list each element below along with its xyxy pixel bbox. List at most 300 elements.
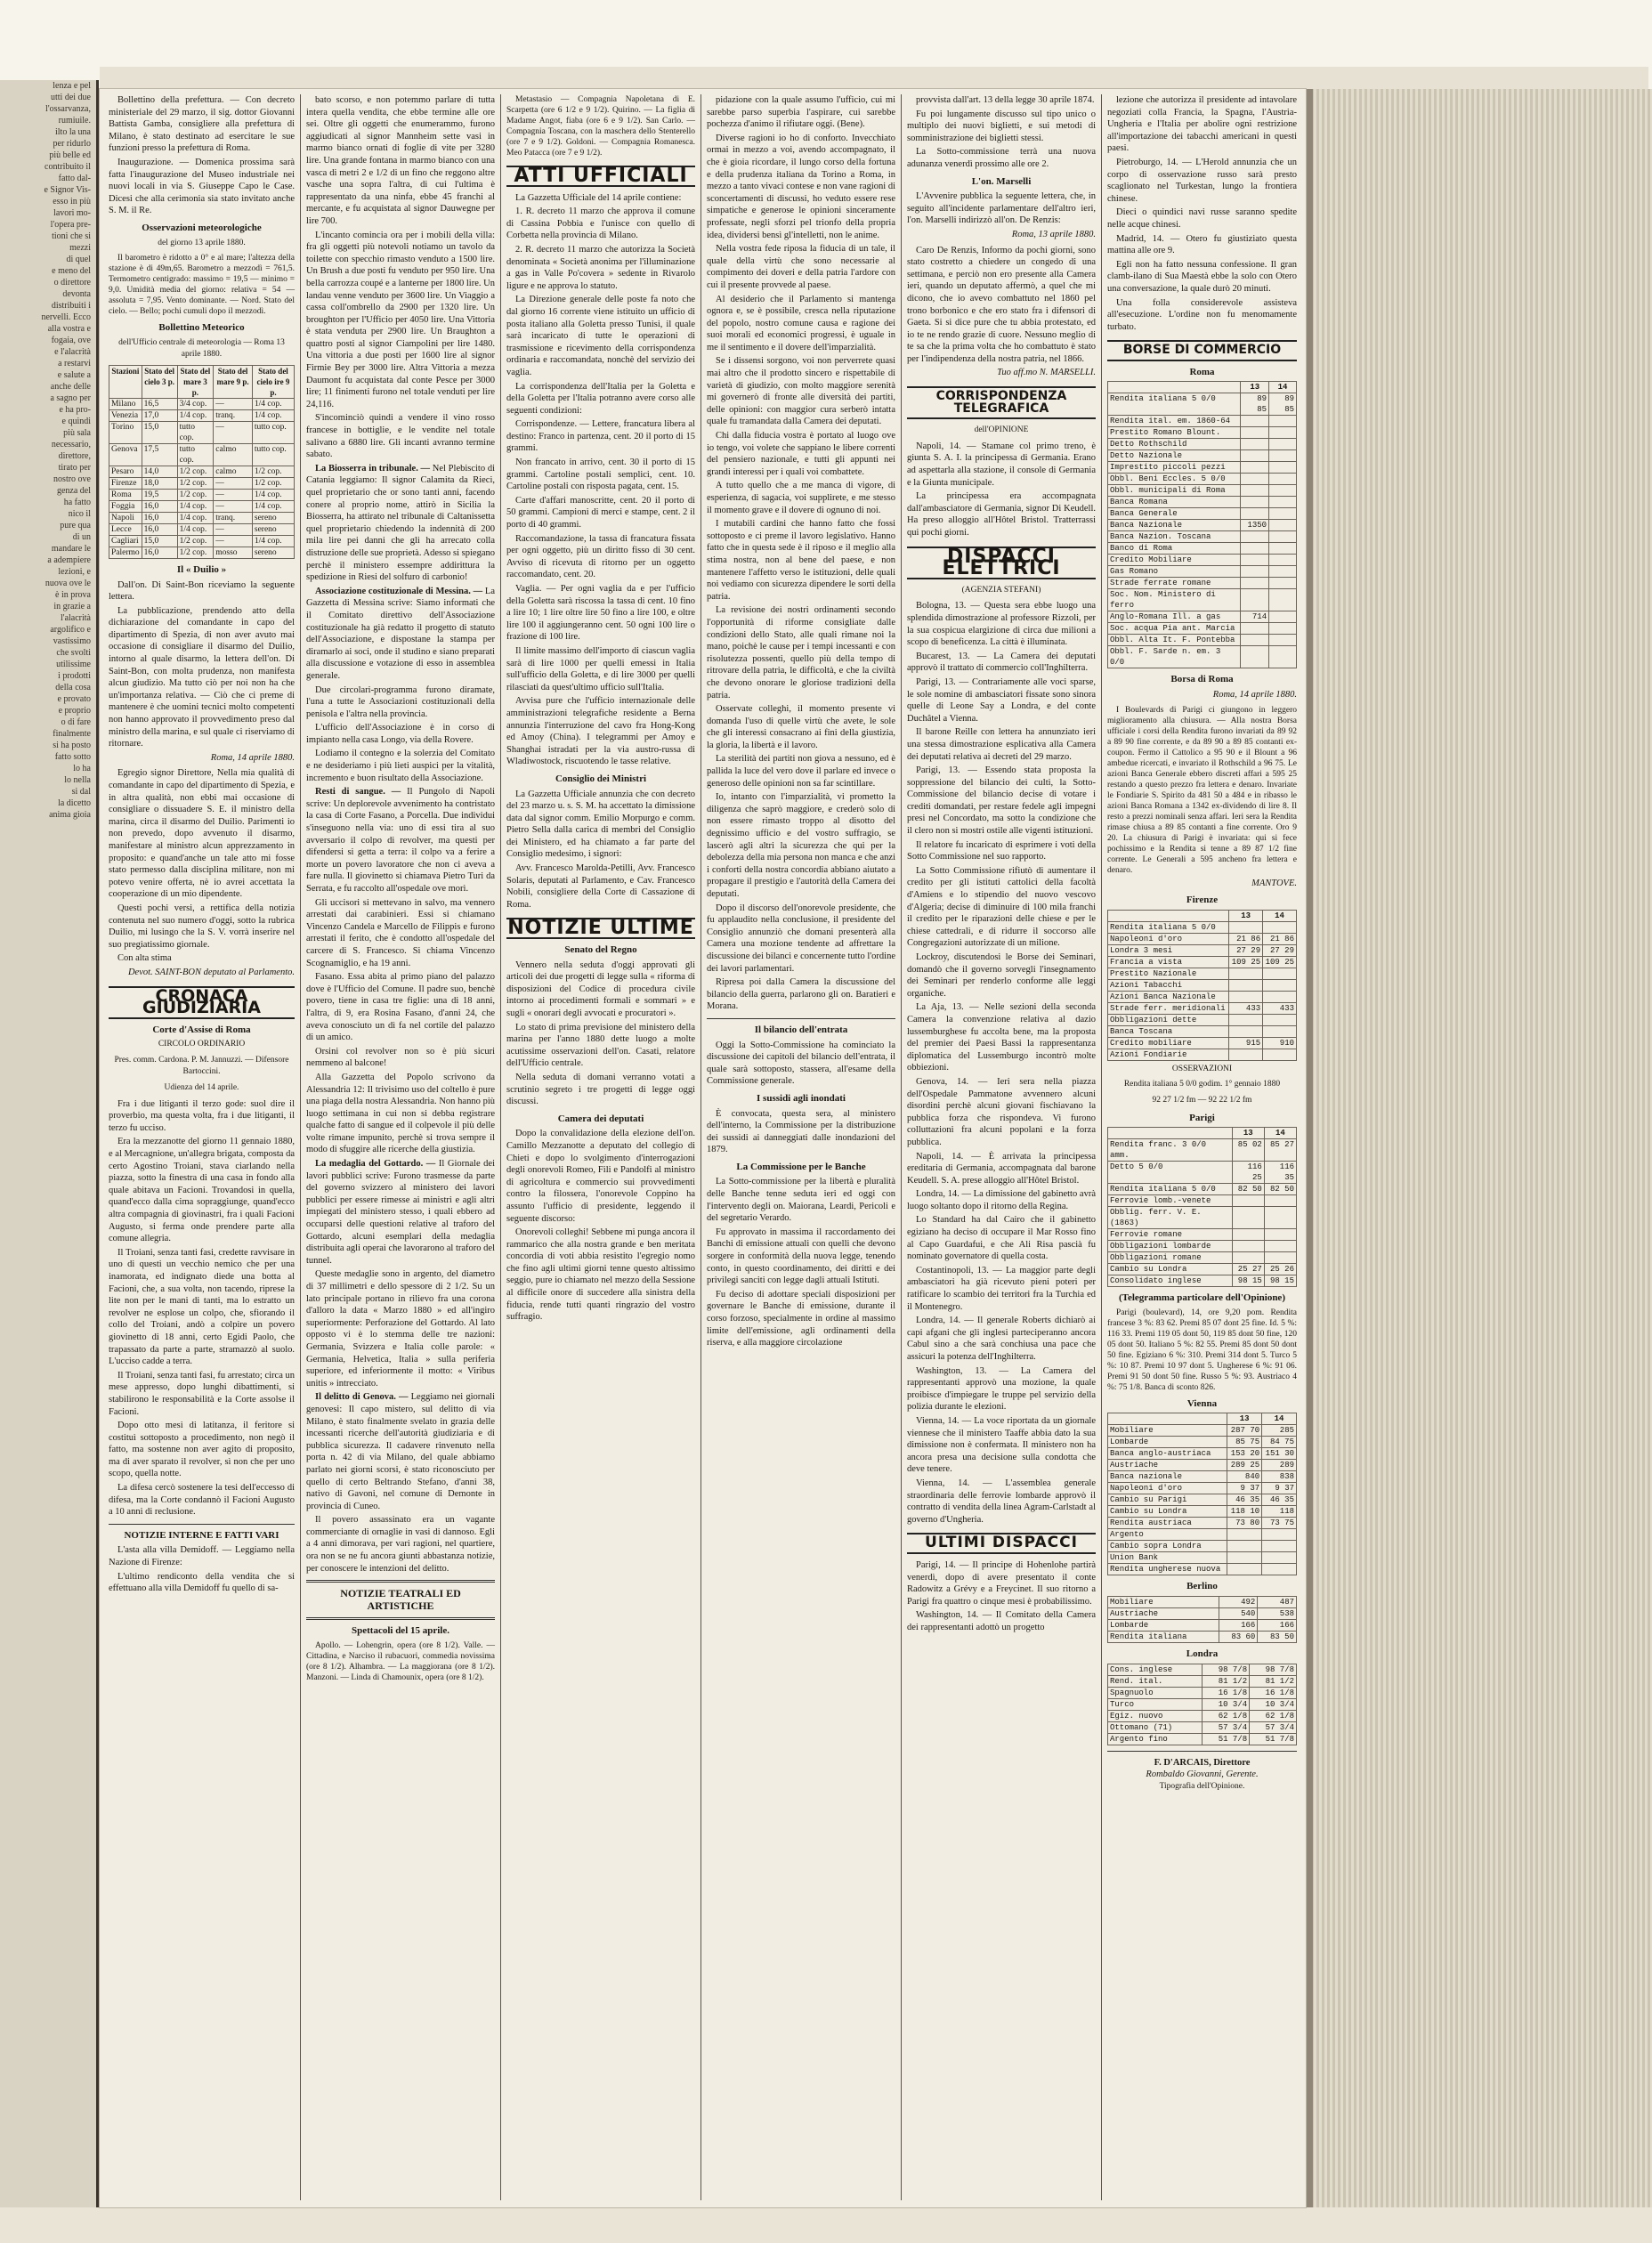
- gottardo-text: Il Giornale dei lavori pubblici scrive: Furono trasmesse da parte del governo svizzero al ministero dei lavori pubblici per essere rimesse ai ministri e agli altri impiegati del ministero stesso, i quali ebbero ad occuparsi delle questioni relative al traforo del Gottardo, alcuni esemplari della medaglia distribuita agli operai che lavorarono al traforo del tunnel.: [306, 1159, 496, 1266]
- parigi-table-row: [1108, 1195, 1297, 1207]
- corte-p5: Dopo otto mesi di latitanza, il feritore si costituì sottoposto a procedimento, non negò il fatto, ma sostenne non aver agito di proposito, ma di aver sparato il revolver, sì non che per uno scopo, quella notte.: [109, 1421, 295, 1479]
- londra-table-cell: Spagnuolo: [1108, 1687, 1203, 1698]
- disp-p1: Bologna, 13. — Questa sera ebbe luogo una splendida dimostrazione al professore Rizzoli, per la sua cospicua elargizione di circa due milioni a scopo di beneficenza. La città è illuminata.: [907, 601, 1096, 648]
- disp-p13: Lo Standard ha dal Cairo che il gabinetto egiziano ha deciso di occupare il Mar Rosso fino al Capo Guardafui, e che Ali Risa pascià fu nominato governatore di quella costa.: [907, 1215, 1096, 1262]
- berlino-table-cell: Rendita italiana: [1108, 1632, 1219, 1643]
- firenze-table-row: [1108, 991, 1297, 1002]
- weather-table-cell: 16,0: [142, 500, 177, 512]
- disp-p12: Londra, 14. — La dimissione del gabinetto avrà luogo soltanto dopo il ritorno della Regina.: [907, 1189, 1096, 1211]
- firenze-table-cell: [1229, 968, 1263, 979]
- left-page-fragment: e salute a: [57, 370, 91, 380]
- firenze-table-row: [1108, 956, 1297, 968]
- col6-p6: Una folla considerevole assisteva all'esecuzione. L'ordine non fu menomamente turbato.: [1107, 297, 1297, 332]
- roma-table-cell: [1241, 531, 1269, 543]
- left-page-fragment: l'alacrità: [61, 613, 91, 623]
- bollettino-subheading: dell'Ufficio centrale di meteorologia — Roma 13 aprile 1880.: [118, 337, 285, 360]
- londra-table-cell: 98 7/8: [1250, 1664, 1297, 1675]
- weather-table-cell: Genova: [109, 443, 142, 466]
- marselli-signature: Tuo aff.mo N. MARSELLI.: [997, 368, 1096, 378]
- disp-p17: Vienna, 14. — La voce riportata da un giornale viennese che il ministero Taaffe abbia dato la sua dimissione non è confermata. Il ministero non ha ancora presa una decisione sulla condotta che deve tenere.: [907, 1415, 1096, 1475]
- vienna-table-cell: 840: [1227, 1471, 1262, 1483]
- weather-table: [109, 365, 295, 559]
- newspaper-page: [100, 89, 1306, 2207]
- duilio-signature: Devot. SAINT-BON deputato al Parlamento.: [127, 967, 295, 977]
- parigi-table-cell: [1264, 1207, 1296, 1229]
- left-page-fragment: utilissime: [56, 660, 91, 669]
- vienna-table-cell: [1262, 1541, 1297, 1552]
- osservazioni-heading: OSSERVAZIONI: [1171, 1064, 1233, 1073]
- notizie-interne-heading: NOTIZIE INTERNE E FATTI VARI: [124, 1529, 279, 1541]
- roma-table-cell: [1241, 589, 1269, 611]
- roma-table-row: [1108, 555, 1297, 566]
- roma-table-cell: [1241, 416, 1269, 427]
- vienna-table-row: [1108, 1506, 1297, 1518]
- weather-table-cell: calmo: [214, 466, 253, 477]
- roma-table-row: [1108, 531, 1297, 543]
- londra-table-cell: Argento fino: [1108, 1733, 1203, 1745]
- vienna-table-row: [1108, 1448, 1297, 1460]
- vienna-table-cell: 46 35: [1227, 1494, 1262, 1506]
- vienna-table-row: [1108, 1425, 1297, 1437]
- top-margin: [0, 0, 1652, 89]
- weather-table-row: [109, 421, 295, 443]
- londra-table-row: [1108, 1721, 1297, 1733]
- left-page-fragment: l'ossarvanza,: [45, 104, 91, 114]
- vienna-table-cell: Cambio su Londra: [1108, 1506, 1227, 1518]
- left-page-fragment: anche delle: [50, 382, 91, 392]
- weather-table-cell: sereno: [252, 523, 294, 535]
- column-4: [701, 94, 902, 2200]
- weather-table-cell: 1/2 cop.: [252, 477, 294, 489]
- left-page-fragment: utti dei due: [51, 93, 91, 102]
- roma-table-cell: [1269, 646, 1297, 668]
- vienna-table-cell: [1227, 1541, 1262, 1552]
- disp-p3: Parigi, 13. — Contrariamente alle voci sparse, le sole nomine di ambasciatori fissate sono sinora quelle di Leone Say a Londra, e del conte Duchâtel a Vienna.: [907, 676, 1096, 724]
- messina-heading: Associazione costituzionale di Messina. —: [315, 586, 483, 596]
- atti-p6: Corrispondenze. — Lettere, francatura libera al destino: Franco in partenza, cent. 20 il porto di 15 grammi.: [506, 419, 695, 454]
- vienna-table-cell: 285: [1262, 1425, 1297, 1437]
- roma-table-header-cell: [1108, 382, 1241, 393]
- left-page-fragment: esso in più: [53, 197, 91, 206]
- weather-table-cell: tutto cop.: [177, 421, 214, 443]
- gerente-line: Rombaldo Giovanni, Gerente.: [1146, 1769, 1259, 1780]
- weather-table-cell: 1/2 cop.: [177, 535, 214, 547]
- firenze-table-cell: [1263, 921, 1297, 933]
- corte-heading: Corte d'Assise di Roma: [152, 1024, 251, 1035]
- marselli-heading: L'on. Marselli: [971, 175, 1032, 187]
- weather-table-row: [109, 512, 295, 523]
- weather-table-cell: tutto cop.: [252, 443, 294, 466]
- col4-p5: Se i dissensi sorgono, voi non perverrete quasi mai altro che il prodotto sincero e rispettabile di varietà di giudizio, con molto maggiore serenità mi governerò di fronte alle diversità dei partiti, delle opinioni: con maggior cura serberò intatta quale fu tramandata dalla Camera dei deputati.: [707, 356, 895, 427]
- roma-table-row: [1108, 520, 1297, 531]
- parigi-table-cell: Ferrovie romane: [1108, 1229, 1233, 1241]
- weather-table-cell: 18,0: [142, 477, 177, 489]
- notizie-p1: L'asta alla villa Demidoff. — Leggiamo nella Nazione di Firenze:: [109, 1545, 295, 1568]
- weather-table-cell: 16,0: [142, 523, 177, 535]
- teatri-heading: NOTIZIE TEATRALI ED ARTISTICHE: [340, 1587, 461, 1612]
- roma-table-cell: [1269, 623, 1297, 635]
- vienna-table-cell: 289 25: [1227, 1460, 1262, 1471]
- roma-table-row: [1108, 485, 1297, 497]
- roma-table-cell: [1269, 439, 1297, 450]
- col6-p3: Dieci o quindici navi russe saranno spedite nelle acque chinesi.: [1107, 207, 1297, 230]
- corte-presidente: Pres. comm. Cardona. P. M. Jannuzzi. — Difensore Bartoccini.: [114, 1055, 289, 1077]
- firenze-table-cell: 109 25: [1229, 956, 1263, 968]
- dispacci-heading: DISPACCI ELETTRICI: [907, 547, 1096, 579]
- left-page-fragment: e provato: [57, 694, 91, 704]
- weather-table-cell: Foggia: [109, 500, 142, 512]
- marselli-date: Roma, 13 aprile 1880.: [1011, 229, 1096, 239]
- weather-table-cell: 1/2 cop.: [177, 489, 214, 500]
- roma-table-row: [1108, 589, 1297, 611]
- left-page-fragment: in grazie a: [53, 602, 91, 611]
- vienna-table-row: [1108, 1471, 1297, 1483]
- londra-table-row: [1108, 1664, 1297, 1675]
- atti-p12: Avvisa pure che l'ufficio internazionale delle amministrazioni telegrafiche residente a Berna annunzia l'interruzione del cavo fra Hong-Kong ed Amoy (China). I telegrammi per Amoy e Shanghai istradati per la via austro-russa di Wladiwostock, riscuotendo le tasse relative.: [506, 696, 695, 767]
- berlino-table-row: [1108, 1597, 1297, 1608]
- roma-table-row: [1108, 439, 1297, 450]
- col6-p4: Madrid, 14. — Otero fu giustiziato questa mattina alle ore 9.: [1107, 233, 1297, 256]
- col4-p6: Chi dalla fiducia vostra è portato al luogo ove io tengo, voi volete che sappiano le libere correnti del pensiero nazionale, e tutti gli appunti nei grandi interessi per i quali voi combattete.: [707, 431, 895, 477]
- left-page-fragment: la dicetto: [58, 798, 91, 808]
- sussidi-heading: I sussidi agli inondati: [757, 1092, 846, 1104]
- column-5: [902, 94, 1102, 2200]
- firenze-table-cell: Azioni Banca Nazionale: [1108, 991, 1229, 1002]
- weather-table-cell: Roma: [109, 489, 142, 500]
- col5-p3: La Sotto-commissione terrà una nuova adunanza venerdì prossimo alle ore 2.: [907, 147, 1096, 169]
- weather-table-cell: —: [214, 500, 253, 512]
- roma-table-cell: Prestito Romano Blount.: [1108, 427, 1241, 439]
- firenze-table-cell: 433: [1229, 1002, 1263, 1014]
- firenze-table-cell: 910: [1263, 1037, 1297, 1049]
- parigi-table-cell: [1232, 1195, 1264, 1207]
- roma-table-cell: [1269, 462, 1297, 474]
- weather-table-row: [109, 535, 295, 547]
- weather-table-cell: tutto cop.: [177, 443, 214, 466]
- firenze-table-row: [1108, 1014, 1297, 1025]
- parigi-table-cell: Rendita italiana 5 0/0: [1108, 1184, 1233, 1195]
- vienna-table-cell: [1262, 1552, 1297, 1564]
- left-page-fragment: lo nella: [64, 775, 91, 785]
- left-page-fragment: a adempiere: [47, 555, 91, 565]
- parigi-table-cell: Obblig. ferr. V. E. (1863): [1108, 1207, 1233, 1229]
- londra-table-row: [1108, 1733, 1297, 1745]
- left-page-fragment: alla vostra e: [47, 324, 91, 334]
- parigi-table: [1107, 1127, 1297, 1287]
- left-page-fragment: genza del: [56, 486, 91, 496]
- disp-p2: Bucarest, 13. — La Camera dei deputati approvò il trattato di commercio coll'Inghilterra.: [907, 651, 1096, 674]
- vienna-table-cell: Napoleoni d'oro: [1108, 1483, 1227, 1494]
- firenze-table-cell: 27 29: [1229, 944, 1263, 956]
- parigi-table-cell: [1264, 1241, 1296, 1252]
- disp-p10: Genova, 14. — Ieri sera nella piazza dell'Ospedale Pammatone avvennero alcuni disordini perchè alcuni giovani fischiavano la pubblica forza che rispondeva. Vi furono colluttazioni fra alcuni popolani e la forza pubblica.: [907, 1076, 1096, 1147]
- col6-p1: lezione che autorizza il presidente ad intavolare negoziati colla Francia, la Spagna, l'Austria-Ungheria e l'Italia per abolire ogni restrizione all'importazione dei tabacchi americani in questi paesi.: [1107, 95, 1297, 154]
- roma-table-cell: 89 85: [1241, 393, 1269, 416]
- vienna-table-cell: [1227, 1552, 1262, 1564]
- roma-table-cell: Banca Romana: [1108, 497, 1241, 508]
- weather-table-row: [109, 489, 295, 500]
- left-page-fragment: si dal: [71, 787, 91, 797]
- weather-table-cell: 1/4 cop.: [252, 409, 294, 421]
- berlino-table-cell: 83 50: [1258, 1632, 1297, 1643]
- column-1: [103, 94, 301, 2200]
- firenze-table-cell: [1229, 1014, 1263, 1025]
- londra-table-cell: 51 7/8: [1203, 1733, 1250, 1745]
- firenze-table-cell: Azioni Tabacchi: [1108, 979, 1229, 991]
- weather-table-row: [109, 398, 295, 409]
- vienna-table-row: [1108, 1529, 1297, 1541]
- roma-table-cell: [1241, 508, 1269, 520]
- senato-p1: Vennero nella seduta d'oggi approvati gli articoli dei due progetti di legge sulla « riforma di disposizioni del Codice di procedura civile intorno ai procedimenti formali e sommari » e sugli « onorari degli avvocati e procuratori ».: [506, 960, 695, 1018]
- parigi-table-cell: 85 02: [1232, 1139, 1264, 1162]
- parigi-heading: Parigi: [1189, 1112, 1215, 1123]
- roma-table-row: [1108, 611, 1297, 623]
- firenze-heading: Firenze: [1186, 895, 1219, 906]
- roma-table-cell: [1269, 578, 1297, 589]
- atti-p7: Non francato in arrivo, cent. 30 il porto di 15 grammi. Cartoline postali semplici, cent. 10. Cartoline postali con risposta pagata, cent. 15.: [506, 458, 695, 492]
- left-page-fragment: nostro ove: [53, 474, 91, 484]
- parigi-table-row: [1108, 1162, 1297, 1184]
- genova-heading: Il delitto di Genova. —: [315, 1392, 409, 1403]
- roma-table-cell: Detto Rothschild: [1108, 439, 1241, 450]
- parigi-table-cell: 116 25: [1232, 1162, 1264, 1184]
- weather-table-cell: Milano: [109, 398, 142, 409]
- atti-p9: Raccomandazione, la tassa di francatura fissata per ogni oggetto, più un diritto fisso di 30 cent. Avviso di ricevuta di ritorno per un oggetto raccomandato, cent. 20.: [506, 533, 695, 580]
- firenze-table-cell: [1229, 921, 1263, 933]
- vienna-table-cell: Banca anglo-austriaca: [1108, 1448, 1227, 1460]
- left-page-fragment: necessario,: [51, 440, 91, 449]
- roma-table-cell: Rendita italiana 5 0/0: [1108, 393, 1241, 416]
- firenze-table-header-cell: 13: [1229, 910, 1263, 921]
- corte-p1: Fra i due litiganti il terzo gode: suol dire il proverbio, ma questa volta, fra i due litiganti, il terzo fu ucciso.: [109, 1098, 295, 1133]
- weather-table-cell: calmo: [214, 443, 253, 466]
- firenze-table-cell: [1229, 1025, 1263, 1037]
- col4-p1: pidazione con la quale assumo l'ufficio, cui mi sarebbe parso superbia l'aspirare, cui sarebbe pochezza d'animo il rifiutare oggi. (Bene).: [707, 95, 895, 130]
- roma-table-cell: [1269, 427, 1297, 439]
- berlino-table-cell: 492: [1219, 1597, 1258, 1608]
- parigi-table-cell: [1232, 1229, 1264, 1241]
- berlino-table-row: [1108, 1620, 1297, 1632]
- vienna-table-row: [1108, 1518, 1297, 1529]
- weather-table-cell: Palermo: [109, 547, 142, 558]
- atti-p10: Vaglia. — Per ogni vaglia da e per l'ufficio della Goletta sarà riscossa la tassa di cent. 10 fino a lire 10; 1 lire oltre lire 50 fino a lire 100, e oltre lire 100 il aggiungeranno cent. 50 ogni 100 lire o frazione di 100 lire.: [506, 584, 695, 643]
- firenze-table-cell: 21 86: [1229, 933, 1263, 944]
- berlino-table-cell: 166: [1258, 1620, 1297, 1632]
- vienna-table-cell: [1262, 1529, 1297, 1541]
- weather-table-row: [109, 547, 295, 558]
- vienna-table: [1107, 1413, 1297, 1575]
- parigi-table-header-cell: 14: [1264, 1128, 1296, 1139]
- roma-table-cell: [1269, 520, 1297, 531]
- left-page-fragment: a sagno per: [50, 393, 91, 403]
- vienna-table-row: [1108, 1552, 1297, 1564]
- disp-p5: Parigi, 13. — Essendo stata proposta la soppressione del bilancio dei culti, la Sotto-Commissione del bilancio decise di votare i crediti domandati, per restare fedele agli impegni presi nel Concordato, ma sotto la condizione che il clero non si mostri ostile alle vigenti istituzioni.: [907, 765, 1096, 837]
- vienna-table-cell: Rendita austriaca: [1108, 1518, 1227, 1529]
- col4-p7: A tutto quello che a me manca di vigore, di esperienza, di sagacia, voi supplirete, e me stesso il momento grave e il dovere di ognuno di noi.: [707, 481, 895, 515]
- parigi-table-cell: 98 15: [1232, 1275, 1264, 1287]
- londra-table-cell: Cons. inglese: [1108, 1664, 1203, 1675]
- weather-table-cell: 15,0: [142, 421, 177, 443]
- vienna-table-cell: 287 70: [1227, 1425, 1262, 1437]
- parigi-table-cell: [1264, 1229, 1296, 1241]
- left-page-fragment: finalmente: [53, 729, 91, 739]
- weather-table-cell: mosso: [214, 547, 253, 558]
- parigi-table-cell: [1232, 1207, 1264, 1229]
- roma-table-cell: [1241, 474, 1269, 485]
- roma-table-cell: [1269, 485, 1297, 497]
- marselli-p2: Caro De Renzis, Informo da pochi giorni, sono stato costretto a chiedere un congedo di una settimana, e perciò non ero presente alla Camera ieri, quando un deputato affermò, a quel che mi dicono, che io avevo combattuto nel 1860 pel trono borbonico e che ero stato fra i difensori di Gaeta. Si si dice pure che tu abbia protestato, ed io te ne rendo grazie di cuore. Nessuno meglio di te sa che la prima volta che ho combattuto è stato per l'indipendenza della nostra patria, nel 1866.: [907, 245, 1096, 364]
- borsa-roma-report: I Boulevards di Parigi ci giungono in leggero miglioramento alla chiusura. — Alla nostra Borsa ufficiale i corsi della Rendita furono invariati da 89 92 a 89 90 fine corrente, e da 89 90 a 89 85 contanti ex-coupon. Fermo il Cattolico a 95 90 e il Blount a 96 ambedue ricercati, e invariato il Rothschild a 96 75. Le azioni Banca Generale ebbero discreti affari a 595 25 restando a questo prezzo fra lettera e denaro. Invariate le Fondiarie S. Spirito da 481 50 a 484 e in ribasso le azioni Banca Romana a 1342 ex-dividendo di lire 8. Il resto a prezzi nominali senza affari. Ieri sera la Rendita rimase chiusa a 89 85 contanti a fine corrente. Oro 9 20. La chiusura di Parigi è invariata: qui si fece pochissimo e la Rendita si tenne a 89 87 1/2 fine corrente. Le Generali a 595 ancheno fra lettera e denaro.: [1107, 705, 1297, 875]
- column-6: [1102, 94, 1302, 2200]
- roma-table-row: [1108, 635, 1297, 646]
- roma-table-cell: [1269, 497, 1297, 508]
- vienna-table-cell: 73 75: [1262, 1518, 1297, 1529]
- firenze-table-cell: Prestito Nazionale: [1108, 968, 1229, 979]
- roma-table-cell: [1241, 646, 1269, 668]
- firenze-table-cell: Banca Toscana: [1108, 1025, 1229, 1037]
- disp-p15: Londra, 14. — Il generale Roberts dichiarò ai capi afgani che gli inglesi parteciperanno ancora Cabul sino a che sarà conchiusa una pace che assicuri la potenza dell'Inghilterra.: [907, 1316, 1096, 1362]
- banche-heading: La Commissione per le Banche: [736, 1161, 866, 1172]
- left-page-fragment: argolifico e: [50, 625, 91, 635]
- weather-table-cell: 1/2 cop.: [177, 477, 214, 489]
- weather-table-cell: 1/4 cop.: [252, 489, 294, 500]
- left-page-fragment: e l'alacrità: [54, 347, 91, 357]
- berlino-table-cell: Lombarde: [1108, 1620, 1219, 1632]
- londra-table-cell: 57 3/4: [1203, 1721, 1250, 1733]
- atti-p5: La corrispondenza dell'Italia per la Goletta e della Goletta per l'Italia potranno avere corso alle seguenti condizioni:: [506, 381, 695, 416]
- left-page-fragment: l'opera pre-: [50, 220, 91, 230]
- firenze-table-cell: 915: [1229, 1037, 1263, 1049]
- left-page-fragment: o di fare: [61, 717, 91, 727]
- weather-table-cell: —: [214, 477, 253, 489]
- left-page-fragment: fogaia, ove: [51, 336, 91, 345]
- duilio-comment: La pubblicazione, prendendo atto della dichiarazione del comandante in capo del dipartimento di Spezia, di non aver avuto mai occasione di consigliare il disarmo del Duilio, intorno al quale disarmo, la lettera dell'on. Di Saint-Bon, con molta prudenza, non manifesta alcun giudizio. Ma tutto ciò per noi non ha che un'importanza relativa. — Ciò che ci preme di mantenere è che uomini tecnici molto competenti non hanno approvato il provvedimento preso dal ministro della marina, e sul quale ci riserviamo di ritornare.: [109, 605, 295, 749]
- roma-table-row: [1108, 543, 1297, 555]
- vienna-table-cell: Argento: [1108, 1529, 1227, 1541]
- roma-table-cell: [1241, 439, 1269, 450]
- vienna-table-header-cell: 14: [1262, 1413, 1297, 1425]
- duilio-date: Roma, 14 aprile 1880.: [210, 752, 295, 763]
- roma-table-cell: [1269, 543, 1297, 555]
- vienna-table-cell: 838: [1262, 1471, 1297, 1483]
- previous-page-edge: [0, 80, 99, 2207]
- ult-p1: Parigi, 14. — Il principe di Hohenlohe partirà venerdì, dopo di avere presentato il conte Radowitz a Grévy e a Freycinet. Il suo ritorno a Parigi fra quattro o cinque mesi è probabilissimo.: [907, 1559, 1096, 1607]
- roma-table-cell: [1241, 497, 1269, 508]
- londra-table-cell: 62 1/8: [1203, 1710, 1250, 1721]
- atti-p4: La Direzione generale delle poste fa noto che dal giorno 16 corrente viene istituito un ufficio di posta italiano alla Goletta presso Tunisi, il quale sarà incaricato di tutte le operazioni di trasmissione e ricevimento della corrispondenza ordinaria e raccomandata, nonchè del servizio dei vaglia.: [506, 295, 695, 377]
- weather-table-cell: 1/4 cop.: [177, 500, 214, 512]
- parigi-table-row: [1108, 1264, 1297, 1275]
- parigi-table-cell: 116 35: [1264, 1162, 1296, 1184]
- col2-p13: Alla Gazzetta del Popolo scrivono da Alessandria 12: Il trivisimo uso del coltello è pure una piaga della nostra Alessandria. Non hanno più luogo settimana in cui non si debba registrare qualche fatto di sangue ed il colpevole il più delle volte rimane impunito, perchè si trova sempre il modo di sfuggire alle ricerche della giustizia.: [306, 1072, 495, 1155]
- londra-table-cell: 62 1/8: [1250, 1710, 1297, 1721]
- firenze-table-row: [1108, 968, 1297, 979]
- weather-table-header: Stato del mare 3 p.: [177, 365, 214, 398]
- left-page-fragment: fatto sotto: [54, 752, 91, 762]
- roma-table-cell: Obbl. municipali di Roma: [1108, 485, 1241, 497]
- roma-table-cell: Credito Mobiliare: [1108, 555, 1241, 566]
- firenze-table-cell: [1229, 979, 1263, 991]
- roma-table-cell: Anglo-Romana Ill. a gas: [1108, 611, 1241, 623]
- weather-table-row: [109, 466, 295, 477]
- parigi-table-cell: 25 26: [1264, 1264, 1296, 1275]
- biosserra-text: Nel Plebiscito di Catania leggiamo: Il signor Calamita da Rieci, quel proprietario che or sono tanti anni, facendo conere al proprio nome, attirò in Sicilia la Biosserra, ha attirato nel tribunale di Caltanissetta quel proprietario chiedendo la indennità di 200 mila lire pei danni che gli ha arrecato colla distruzione delle sue proprietà. Adesso si spiegano perchè il ministero essempre addirittura la spedizione in Riesi del solfuro di carbonio!: [306, 463, 495, 583]
- vienna-table-cell: 151 30: [1262, 1448, 1297, 1460]
- firenze-table-cell: [1263, 1025, 1297, 1037]
- roma-table-cell: Obbl. Beni Eccles. 5 0/0: [1108, 474, 1241, 485]
- left-page-fragment: rumiuile.: [58, 116, 91, 126]
- weather-table-cell: Firenze: [109, 477, 142, 489]
- roma-table: [1107, 381, 1297, 668]
- berlino-table-cell: 166: [1219, 1620, 1258, 1632]
- roma-table-cell: Soc. Nom. Ministero di ferro: [1108, 589, 1241, 611]
- borsa-roma-signature: MANTOVE.: [1251, 878, 1297, 888]
- disp-p11: Napoli, 14. — È arrivata la principessa ereditaria di Germania, accompagnata dal barone Keudell. S. A. prese alloggio all'Hôtel Bristol.: [907, 1151, 1096, 1186]
- banche-p1: La Sotto-commissione per la libertà e pluralità delle Banche tenne seduta ieri ed oggi con l'intervento degli on. Maiorana, Leardi, Pericoli e del segretario Verardo.: [707, 1177, 895, 1224]
- roma-table-cell: 714: [1241, 611, 1269, 623]
- berlino-table-cell: Austriache: [1108, 1608, 1219, 1620]
- bilancio-p1: Oggi la Sotto-Commissione ha cominciato la discussione dei capitoli del bilancio dell'entrata, il quale sarà sottoposto, stassera, all'esame della Commissione generale.: [707, 1040, 895, 1087]
- vienna-table-header-cell: [1108, 1413, 1227, 1425]
- vienna-table-cell: [1227, 1529, 1262, 1541]
- weather-table-cell: 1/4 cop.: [252, 535, 294, 547]
- berlino-table-cell: 487: [1258, 1597, 1297, 1608]
- weather-table-cell: 19,5: [142, 489, 177, 500]
- duilio-letter-end: Questi pochi versi, a rettifica della notizia contenuta nel suo numero d'oggi, sotto la rubrica Duilio, mi lusingo che la S. V. vorrà inserire nel suo pregiatissimo giornale.: [109, 903, 295, 950]
- duilio-heading: Il « Duilio »: [176, 563, 227, 575]
- weather-table-cell: 1/4 cop.: [252, 398, 294, 409]
- col2-p1: bato scorso, e non potemmo parlare di tutta intera quella vendita, che ebbe termine alle ore sei. Oltre gli oggetti che enumerammo, furono aggiudicati al signor Mannheim sette vasi in marmo bianco ornati di foglie di vite per 3280 lire. Una grande fontana in marmo bianco con una vasca di metri 2 e 1/2 di un fino che reggono altre vasche una sopra l'altra, di cui l'ultima è rappresentato da una ninfa, ebbe 45 franchi al mercante, e fu acquistata al signor Dauwegne per lire 700.: [306, 95, 495, 226]
- vienna-table-cell: 73 80: [1227, 1518, 1262, 1529]
- firenze-table-cell: [1229, 991, 1263, 1002]
- col2-p15: Queste medaglie sono in argento, del diametro di 37 millimetri e dello spessore di 2 1/2. Su un lato principale portano in rilievo fra una corona d'alloro la data « Marzo 1880 » ed all'ingiro superiormente: Perforazione del Gottardo. Al lato opposto vi è lo stemma delle tre nazioni: Germania, Svizzera e Italia colle parole: « Germania, Helvetica, Italia » sulla periferia superiore, ed inferiormente il motto: « Viribus unitis » intrecciato.: [306, 1269, 495, 1389]
- corrispondenza-sub: dell'OPINIONE: [974, 425, 1029, 435]
- vienna-table-cell: Austriache: [1108, 1460, 1227, 1471]
- firenze-table-row: [1108, 1049, 1297, 1060]
- vienna-table-cell: 46 35: [1262, 1494, 1297, 1506]
- camera-p2: Onorevoli colleghi! Sebbene mi punga ancora il rammarico che alla nostra grande e ben meritata concordia di voti abbia resistito l'egregio nomo che fino agli ultimi giorni tenne questo altissimo seggio, pure io chiamato nel mezzo della Sessione al difficile onore di succedere alla sinistra della fiducia, rende tutti quanti ringrazio del vostro suffragio.: [506, 1227, 695, 1323]
- left-page-fragment: che svolti: [56, 648, 91, 658]
- weather-table-cell: 16,0: [142, 512, 177, 523]
- parigi-table-row: [1108, 1229, 1297, 1241]
- roma-table-cell: Rendita ital. em. 1860-64: [1108, 416, 1241, 427]
- left-page-fragment: nico il: [68, 509, 91, 519]
- duilio-closing: Con alta stima: [117, 953, 172, 964]
- weather-table-header: Stato del cielo 3 p.: [142, 365, 177, 398]
- weather-table-cell: 1/2 cop.: [177, 547, 214, 558]
- weather-table-cell: —: [214, 421, 253, 443]
- ult-p2: Washington, 14. — Il Comitato della Camera dei rappresentanti adottò un progetto: [907, 1610, 1096, 1632]
- meteo-text: Il barometro è ridotto a 0° e al mare; l'altezza della stazione è di 49m,65. Barometro a mezzodì = 761,5. Termometro centigrado: massimo = 19,5 — minimo = 9,0. Umidità media del giorno: relativa = 54 — assoluta = 7,95. Vento dominante. — Nord. Stato del cielo. — Bello; pochi cumuli dopo il mezzodì.: [109, 254, 295, 317]
- roma-table-cell: Banca Nazion. Toscana: [1108, 531, 1241, 543]
- notizie-ultime-heading: NOTIZIE ULTIME: [507, 917, 694, 940]
- weather-table-cell: 3/4 cop.: [177, 398, 214, 409]
- banche-p2: Fu approvato in massima il raccordamento dei Banchi di emissione attuali con quelli che devono sorgere in conformità della nuova legge, tenendo conto, in questo coordinamento, dei diritti e dei privilegi sanciti con legge dagli attuali Istituti.: [707, 1227, 895, 1286]
- roma-table-cell: [1241, 635, 1269, 646]
- londra-table-cell: Egiz. nuovo: [1108, 1710, 1203, 1721]
- corte-p3: Il Troiani, senza tanti fasi, credette ravvisare in uno di questi un vecchio nemico che per una inamorata, ed indignato diede una botta al Facioni, che, a sua volta, non tacendo, riprese la lite non per le mani di tanti, ma lo estratto un revolver ne esplose un colpo, che, sfiorando il collo del Troiani, andò a colpire un povero giovinetto di 18 anni, certo Egidi Paolo, che trapassato da parte a parte, stramazzò al suolo. L'ucciso cadde a terra.: [109, 1247, 295, 1367]
- atti-p2: 1. R. decreto 11 marzo che approva il comune di Cassina Pobbia e l'unisce con quello di Corbetta nella provincia di Milano.: [506, 206, 695, 241]
- londra-table-row: [1108, 1675, 1297, 1687]
- firenze-table-header: [1108, 910, 1297, 921]
- vienna-table-cell: Cambio su Parigi: [1108, 1494, 1227, 1506]
- left-page-fragment: vastissimo: [53, 636, 91, 646]
- column-3: [501, 94, 701, 2200]
- roma-table-row: [1108, 497, 1297, 508]
- roma-table-row: [1108, 393, 1297, 416]
- weather-table-cell: tutto cop.: [252, 421, 294, 443]
- borse-heading: BORSE DI COMMERCIO: [1107, 340, 1297, 361]
